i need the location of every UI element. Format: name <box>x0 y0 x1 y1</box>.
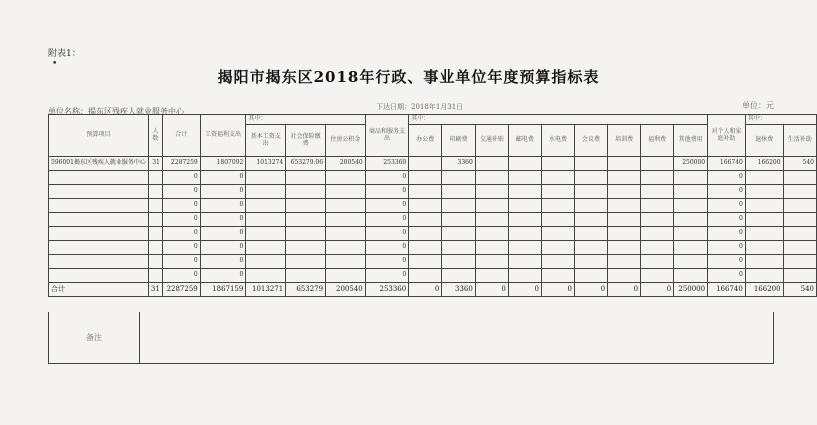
notes-label: 备注 <box>49 312 140 363</box>
cell-wages: 0 <box>200 171 246 185</box>
table-row <box>49 171 817 185</box>
cell-water-electric <box>541 185 574 199</box>
cell-social-security <box>286 269 326 283</box>
header-family-among: 其中： <box>745 115 816 125</box>
cell-project <box>49 227 149 241</box>
cell-transport <box>475 269 508 283</box>
cell-transport <box>475 241 508 255</box>
cell-family: 0 <box>708 255 746 269</box>
cell-project <box>49 185 149 199</box>
cell-total: 0 <box>162 199 200 213</box>
cell-conference <box>575 241 608 255</box>
cell-people: 31 <box>148 157 162 171</box>
cell-transport <box>475 185 508 199</box>
header-people: 人数 <box>148 115 162 157</box>
cell-welfare <box>641 171 674 185</box>
cell-training <box>608 185 641 199</box>
cell-goods-services: 0 <box>365 255 408 269</box>
table-row <box>49 227 817 241</box>
cell-living <box>783 227 816 241</box>
cell-social-security: 653279.06 <box>286 157 326 171</box>
table-row <box>49 185 817 199</box>
cell-conference <box>575 227 608 241</box>
cell-pension <box>745 171 783 185</box>
header-housing-fund: 住房公积金 <box>326 125 366 157</box>
cell-housing-fund <box>326 255 366 269</box>
cell-other-goods <box>674 269 708 283</box>
header-goods-services: 商品和服务支出 <box>365 115 408 157</box>
cell-transport <box>475 199 508 213</box>
cell-print <box>442 255 476 269</box>
cell-total: 0 <box>162 213 200 227</box>
cell-goods-services: 0 <box>365 171 408 185</box>
notes-section <box>48 312 774 364</box>
cell-print <box>442 241 476 255</box>
cell-post <box>508 241 541 255</box>
cell-goods-services: 0 <box>365 227 408 241</box>
cell-total: 0 <box>162 269 200 283</box>
cell-wages: 0 <box>200 255 246 269</box>
totals-welfare: 0 <box>641 283 674 297</box>
cell-training <box>608 213 641 227</box>
cell-other-goods <box>674 213 708 227</box>
cell-conference <box>575 269 608 283</box>
cell-welfare <box>641 199 674 213</box>
cell-print <box>442 171 476 185</box>
cell-social-security <box>286 227 326 241</box>
cell-other-goods: 250000 <box>674 157 708 171</box>
cell-welfare <box>641 255 674 269</box>
cell-post <box>508 269 541 283</box>
cell-total: 0 <box>162 241 200 255</box>
cell-goods-services: 0 <box>365 213 408 227</box>
totals-living: 540 <box>783 283 816 297</box>
totals-pension: 166200 <box>745 283 783 297</box>
cell-training <box>608 227 641 241</box>
cell-transport <box>475 213 508 227</box>
budget-table <box>48 114 817 297</box>
totals-row <box>49 283 817 297</box>
cell-office <box>409 199 442 213</box>
issue-date: 下达日期：2018年1月31日 <box>376 103 464 111</box>
cell-people <box>148 213 162 227</box>
cell-people <box>148 241 162 255</box>
cell-office <box>409 241 442 255</box>
cell-office <box>409 171 442 185</box>
cell-goods-services: 0 <box>365 241 408 255</box>
bullet-mark: • <box>52 59 58 69</box>
cell-print <box>442 269 476 283</box>
cell-post <box>508 185 541 199</box>
cell-other-goods <box>674 241 708 255</box>
table-row <box>49 199 817 213</box>
cell-pension <box>745 185 783 199</box>
cell-post <box>508 171 541 185</box>
cell-office <box>409 255 442 269</box>
cell-housing-fund <box>326 171 366 185</box>
cell-print: 3360 <box>442 157 476 171</box>
cell-welfare <box>641 241 674 255</box>
table-body <box>49 157 817 283</box>
money-unit: 单位：元 <box>742 101 774 110</box>
header-family: 对个人和家庭补助 <box>708 115 746 157</box>
cell-transport <box>475 255 508 269</box>
cell-transport <box>475 157 508 171</box>
cell-social-security <box>286 171 326 185</box>
cell-project <box>49 269 149 283</box>
cell-office <box>409 269 442 283</box>
cell-goods-services: 0 <box>365 269 408 283</box>
cell-project <box>49 255 149 269</box>
header-living: 生活补助 <box>783 125 816 157</box>
cell-social-security <box>286 255 326 269</box>
cell-family: 0 <box>708 199 746 213</box>
cell-conference <box>575 255 608 269</box>
cell-training <box>608 171 641 185</box>
totals-housing-fund: 200540 <box>326 283 366 297</box>
cell-total: 0 <box>162 185 200 199</box>
totals-transport: 0 <box>475 283 508 297</box>
cell-social-security <box>286 185 326 199</box>
cell-family: 0 <box>708 171 746 185</box>
cell-office <box>409 157 442 171</box>
cell-pension: 166200 <box>745 157 783 171</box>
cell-office <box>409 227 442 241</box>
table-row <box>49 213 817 227</box>
cell-conference <box>575 157 608 171</box>
cell-family: 0 <box>708 213 746 227</box>
cell-other-goods <box>674 185 708 199</box>
cell-other-goods <box>674 171 708 185</box>
cell-transport <box>475 171 508 185</box>
cell-pension <box>745 213 783 227</box>
cell-conference <box>575 171 608 185</box>
unit-name: 单位名称：揭东区残疾人就业服务中心 <box>48 107 184 116</box>
header-welfare: 福利费 <box>641 125 674 157</box>
header-social-security: 社会保险缴费 <box>286 125 326 157</box>
cell-living <box>783 185 816 199</box>
totals-training: 0 <box>608 283 641 297</box>
cell-post <box>508 199 541 213</box>
cell-family: 166740 <box>708 157 746 171</box>
cell-housing-fund: 200540 <box>326 157 366 171</box>
cell-living: 540 <box>783 157 816 171</box>
header-conference: 会议费 <box>575 125 608 157</box>
cell-people <box>148 199 162 213</box>
cell-office <box>409 213 442 227</box>
cell-training <box>608 269 641 283</box>
cell-water-electric <box>541 213 574 227</box>
totals-family: 166740 <box>708 283 746 297</box>
cell-people <box>148 255 162 269</box>
attachment-label: 附表1： <box>48 49 81 59</box>
totals-basic-wage: 1013271 <box>246 283 286 297</box>
cell-training <box>608 199 641 213</box>
cell-living <box>783 255 816 269</box>
cell-water-electric <box>541 157 574 171</box>
cell-post <box>508 255 541 269</box>
totals-conference: 0 <box>575 283 608 297</box>
header-transport: 交通补贴 <box>475 125 508 157</box>
cell-social-security <box>286 241 326 255</box>
cell-wages: 0 <box>200 269 246 283</box>
header-row-1 <box>49 115 817 125</box>
totals-people: 31 <box>148 283 162 297</box>
header-project: 预算项目 <box>49 115 149 157</box>
cell-post <box>508 157 541 171</box>
cell-other-goods <box>674 227 708 241</box>
cell-goods-services: 253360 <box>365 157 408 171</box>
cell-goods-services: 0 <box>365 185 408 199</box>
cell-housing-fund <box>326 199 366 213</box>
cell-housing-fund <box>326 185 366 199</box>
cell-people <box>148 185 162 199</box>
cell-total: 2287259 <box>162 157 200 171</box>
cell-basic-wage <box>246 269 286 283</box>
cell-basic-wage <box>246 199 286 213</box>
cell-basic-wage <box>246 227 286 241</box>
cell-family: 0 <box>708 241 746 255</box>
cell-housing-fund <box>326 241 366 255</box>
cell-pension <box>745 241 783 255</box>
cell-transport <box>475 227 508 241</box>
cell-basic-wage <box>246 213 286 227</box>
cell-water-electric <box>541 171 574 185</box>
table-row <box>49 255 817 269</box>
cell-housing-fund <box>326 227 366 241</box>
cell-living <box>783 199 816 213</box>
cell-conference <box>575 213 608 227</box>
cell-office <box>409 185 442 199</box>
totals-total: 2287259 <box>162 283 200 297</box>
cell-post <box>508 213 541 227</box>
totals-water-electric: 0 <box>541 283 574 297</box>
cell-total: 0 <box>162 171 200 185</box>
totals-label: 合计 <box>49 283 149 297</box>
cell-pension <box>745 269 783 283</box>
cell-project <box>49 241 149 255</box>
cell-wages: 0 <box>200 227 246 241</box>
header-wages-among: 其中： <box>246 115 365 125</box>
cell-total: 0 <box>162 255 200 269</box>
table-row <box>49 241 817 255</box>
cell-welfare <box>641 269 674 283</box>
cell-project <box>49 213 149 227</box>
cell-wages: 0 <box>200 199 246 213</box>
cell-print <box>442 213 476 227</box>
cell-housing-fund <box>326 213 366 227</box>
cell-wages: 0 <box>200 241 246 255</box>
cell-wages: 0 <box>200 213 246 227</box>
cell-living <box>783 241 816 255</box>
cell-basic-wage <box>246 255 286 269</box>
totals-goods-services: 253360 <box>365 283 408 297</box>
cell-people <box>148 269 162 283</box>
cell-water-electric <box>541 255 574 269</box>
cell-pension <box>745 255 783 269</box>
cell-people <box>148 171 162 185</box>
page-title: 揭阳市揭东区2018年行政、事业单位年度预算指标表 <box>217 68 600 86</box>
cell-conference <box>575 185 608 199</box>
totals-other-goods: 250000 <box>674 283 708 297</box>
header-pension: 退休费 <box>745 125 783 157</box>
cell-project <box>49 199 149 213</box>
header-print: 印刷费 <box>442 125 476 157</box>
header-goods-among: 其中： <box>409 115 708 125</box>
cell-water-electric <box>541 227 574 241</box>
header-total: 合计 <box>162 115 200 157</box>
cell-print <box>442 185 476 199</box>
totals-post: 0 <box>508 283 541 297</box>
cell-people <box>148 227 162 241</box>
header-post: 邮电费 <box>508 125 541 157</box>
cell-training <box>608 157 641 171</box>
cell-project <box>49 171 149 185</box>
cell-wages: 0 <box>200 185 246 199</box>
totals-print: 3360 <box>442 283 476 297</box>
header-other-goods: 其他费用 <box>674 125 708 157</box>
cell-wages: 1807092 <box>200 157 246 171</box>
cell-basic-wage: 1013274 <box>246 157 286 171</box>
cell-welfare <box>641 213 674 227</box>
cell-print <box>442 199 476 213</box>
cell-living <box>783 213 816 227</box>
cell-family: 0 <box>708 227 746 241</box>
cell-basic-wage <box>246 241 286 255</box>
cell-living <box>783 269 816 283</box>
header-office: 办公费 <box>409 125 442 157</box>
cell-basic-wage <box>246 171 286 185</box>
header-water-electric: 水电费 <box>541 125 574 157</box>
cell-conference <box>575 199 608 213</box>
header-training: 培训费 <box>608 125 641 157</box>
header-wages: 工资福利支出 <box>200 115 246 157</box>
table-row <box>49 269 817 283</box>
cell-training <box>608 241 641 255</box>
cell-print <box>442 227 476 241</box>
cell-project: 596001揭东区残疾人就业服务中心 <box>49 157 149 171</box>
totals-social-security: 653279 <box>286 283 326 297</box>
cell-post <box>508 227 541 241</box>
totals-wages: 1867159 <box>200 283 246 297</box>
totals-office: 0 <box>409 283 442 297</box>
cell-other-goods <box>674 255 708 269</box>
cell-water-electric <box>541 241 574 255</box>
cell-social-security <box>286 199 326 213</box>
table-row <box>49 157 817 171</box>
cell-welfare <box>641 157 674 171</box>
cell-family: 0 <box>708 185 746 199</box>
cell-water-electric <box>541 199 574 213</box>
cell-training <box>608 255 641 269</box>
cell-total: 0 <box>162 227 200 241</box>
cell-social-security <box>286 213 326 227</box>
cell-basic-wage <box>246 185 286 199</box>
cell-family: 0 <box>708 269 746 283</box>
cell-pension <box>745 227 783 241</box>
cell-water-electric <box>541 269 574 283</box>
cell-welfare <box>641 227 674 241</box>
cell-goods-services: 0 <box>365 199 408 213</box>
header-basic-wage: 基本工资支出 <box>246 125 286 157</box>
cell-other-goods <box>674 199 708 213</box>
cell-housing-fund <box>326 269 366 283</box>
cell-living <box>783 171 816 185</box>
cell-pension <box>745 199 783 213</box>
cell-welfare <box>641 185 674 199</box>
